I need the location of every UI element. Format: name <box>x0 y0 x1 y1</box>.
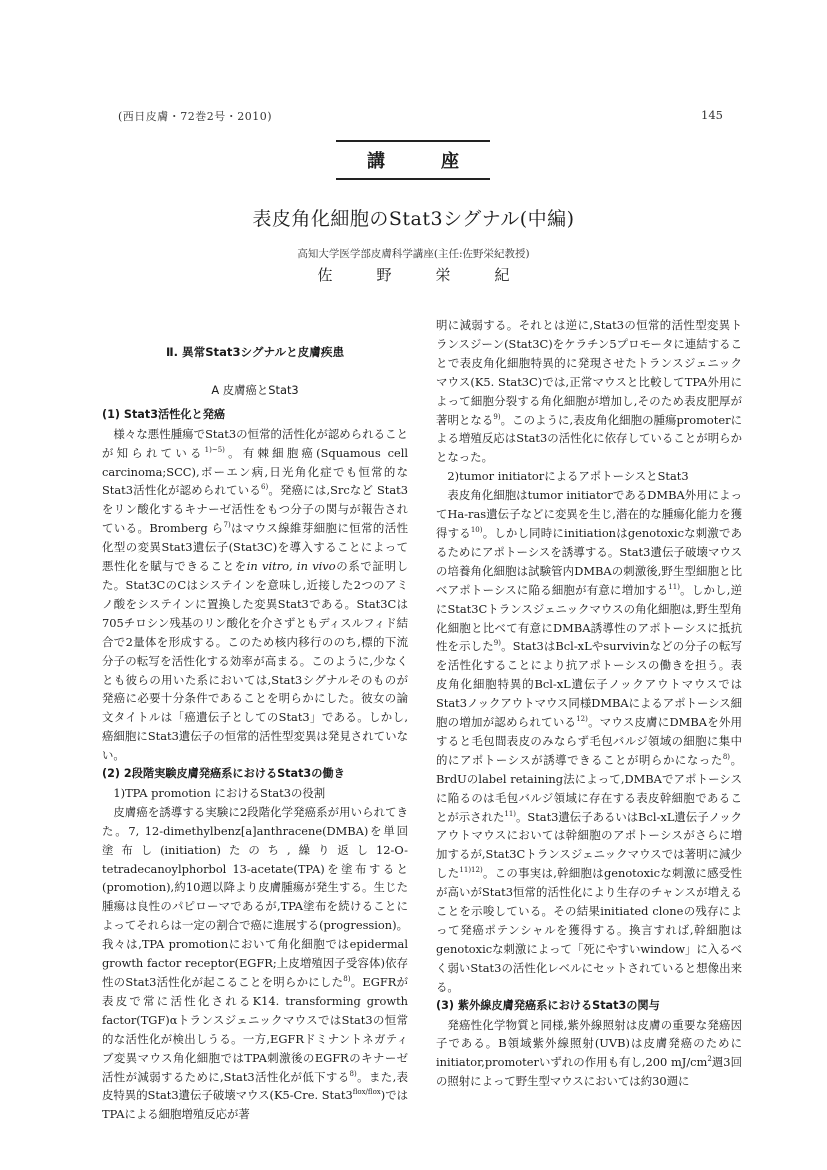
citation: 11) <box>668 582 680 591</box>
citation: 9) <box>493 639 501 648</box>
paragraph: 様々な悪性腫瘍でStat3の恒常的活性化が認められることが知られている$^{1)\sim 5)}$。有棘細胞癌(Squamous cell carcinoma;SCC),ボーエン病,日光角化症でも恒常的なStat3活性化が認められている$^{6)}$。発癌には,Srcなど Stat3をリン酸化するキナーゼ活性をもつ分子の関与が報告されている。Bromberg ら$^{7)}$はマウス線維芽細胞に恒常的活性化型の変異Stat3遺伝子(Stat3C)を導入することによって悪性化を賦与できることをin vitro, in vivoの系で証明した。Stat3CのCはシステインを意味し,近接した2つのアミノ酸をシステインに置換した変異Stat3である。Stat3Cは705チロシン残基のリン酸化を介さずともディスルフィド結合で2量体を形成する。このため核内移行ののち,標的下流分子の転写を活性化する効率が高まる。このように,少なくとも彼らの用いた系においては,Stat3シグナルそのものが発癌に必要十分条件であることを明らかにした。彼女の論文タイトルは「癌遺伝子としてのStat3」である。しかし,癌細胞にStat3遺伝子の恒常的活性型変異は発見されていない。 <box>102 426 409 763</box>
section-label: 講座 <box>336 140 490 180</box>
chapter-heading: Ⅱ. 異常Stat3シグナルと皮膚疾患 <box>165 345 345 359</box>
subheading-initiator: 2)tumor initiatorによるアポトーシスとStat3 <box>447 469 689 484</box>
article-title: 表皮角化細胞のStat3シグナル(中編) <box>252 208 575 230</box>
citation: 12) <box>576 715 588 724</box>
heading-stat3-activation: (1) Stat3活性化と発癌 <box>102 407 226 421</box>
citation: 6) <box>260 483 269 492</box>
citation: 11) <box>504 809 517 818</box>
citation: 11)12) <box>459 866 483 875</box>
author-name: 佐野栄紀 <box>317 266 554 284</box>
heading-two-stage: (2) 2段階実験皮膚発癌系におけるStat3の働き <box>102 767 345 781</box>
citation: 9) <box>493 412 501 421</box>
subheading-tpa: 1)TPA promotion におけるStat3の役割 <box>113 785 326 800</box>
paragraph: 表皮角化細胞はtumor initiatorであるDMBA外用によってHa-ras遺伝子などに変異を生じ,潜在的な腫瘍化能力を獲得する$^{10)}$。しかし同時にinitiationはgenotoxicな刺激であるためにアポトーシスを誘導する。Stat3遺伝子破壊マウスの培養角化細胞は試験管内DMBAの刺激後,野生型細胞と比べアポトーシスに陥る細胞が有意に増加する$^{11)}$。しかし,逆にStat3Cトランスジェニックマウスの角化細胞は,野生型角化細胞と比べて有意にDMBA誘導性のアポトーシスに抵抗性を示した$^{9)}$。Stat3はBcl-xLやsurvivinなどの分子の転写を活性化することにより抗アポトーシスの働きを担う。表皮角化細胞特異的Bcl-xL遺伝子ノックアウトマウスではStat3ノックアウトマウス同様DMBAによるアポトーシス細胞の増加が認められている$^{12)}$。マウス皮膚にDMBAを外用すると毛包間表皮のみならず毛包バルジ領域の細胞に集中的にアポトーシスが誘導できることが明らかになった$^{8)}$。BrdUのlabel retaining法によって,DMBAでアポトーシスに陥るのは毛包バルジ領域に存在する表皮幹細胞であることが示された$^{11)}$。Stat3遺伝子あるいはBcl-xL遺伝子ノックアウトマウスにおいては幹細胞のアポトーシスがさらに増加するが,Stat3Cトランスジェニックマウスでは著明に減少した$^{11)12)}$。この事実は,幹細胞はgenotoxicな刺激に感受性が高いがStat3恒常的活性化により生存のチャンスが増えることを示唆している。その結果initiated cloneの残存によって発癌ポテンシャルを獲得する。換言すれば,幹細胞はgenotoxicな刺激によって「死にやすいwindow」に入るべく弱いStat3の活性化レベルにセットされていると想像出来る。 <box>436 488 743 994</box>
page-number: 145 <box>701 108 723 122</box>
citation: 8) <box>349 1069 357 1078</box>
author-affiliation: 高知大学医学部皮膚科学講座(主任:佐野栄紀教授) <box>297 248 530 260</box>
citation: 7) <box>223 521 231 530</box>
subsection-heading: A 皮膚癌とStat3 <box>211 382 299 397</box>
paragraph: 発癌性化学物質と同様,紫外線照射は皮膚の重要な発癌因子である。B領域紫外線照射(UVB)は皮膚発癌のためにinitiator,promoterいずれの作用も有し,200 $mJ/cm^2$週3回の照射によって野生型マウスにおいては約30週に <box>436 1017 742 1089</box>
left-column <box>102 343 408 1124</box>
journal-header: (西日皮膚・72巻2号・2010) <box>118 110 273 123</box>
citation: 8) <box>722 753 731 762</box>
citation: 8) <box>343 975 351 984</box>
right-column <box>436 316 742 1091</box>
paragraph: 明に減弱する。それとは逆に,Stat3の恒常的活性型変異トランスジーン(Stat3C)をケラチン5プロモータに連結することで表皮角化細胞特異的に発現させたトランスジェニックマウス(K5. Stat3C)では,正常マウスと比較してTPA外用によって細胞分裂する角化細胞が増加し,そのため表皮肥厚が著明となる$^{9)}$。このように,表皮角化細胞の腫瘍promoterによる増殖反応はStat3の活性化に依存していることが明らかとなった。 <box>436 318 742 465</box>
citation: 1)~5) <box>204 445 225 454</box>
paragraph: 皮膚癌を誘導する実験に2段階化学発癌系が用いられてきた。7, 12-dimethylbenz[a]anthracene(DMBA)を単回塗布し(initiation)たのち,繰り返し12-O-tetradecanoylphorbol 13-acetate(TPA)を塗布すると(promotion),約10週以降より皮膚腫瘍が発生する。生じた腫瘍は良性のパピローマであるが,TPA塗布を続けることによってそれらは一定の割合で癌に進展する(progression)。我々は,TPA promotionにおいて角化細胞ではepidermal growth factor receptor(EGFR;上皮増殖因子受容体)依存性のStat3活性化が起こることを明らかにした$^{8)}$。EGFRが表皮で常に活性化されるK14. transforming growth factor(TGF)αトランスジェニックマウスではStat3の恒常的な活性化が検出しうる。一方,EGFRドミナントネガティブ変異マウス角化細胞ではTPA刺激後のEGFRのキナーゼ活性が減弱するために,Stat3活性化が低下する$^{8)}$。また,表皮特異的Stat3遺伝子破壊マウス(K5-Cre. $Stat3^{flox/flox}$)ではTPAによる細胞増殖反応が著 <box>102 804 409 1122</box>
citation: 10) <box>470 526 483 535</box>
heading-uv: (3) 紫外線皮膚発癌系におけるStat3の関与 <box>436 998 660 1012</box>
